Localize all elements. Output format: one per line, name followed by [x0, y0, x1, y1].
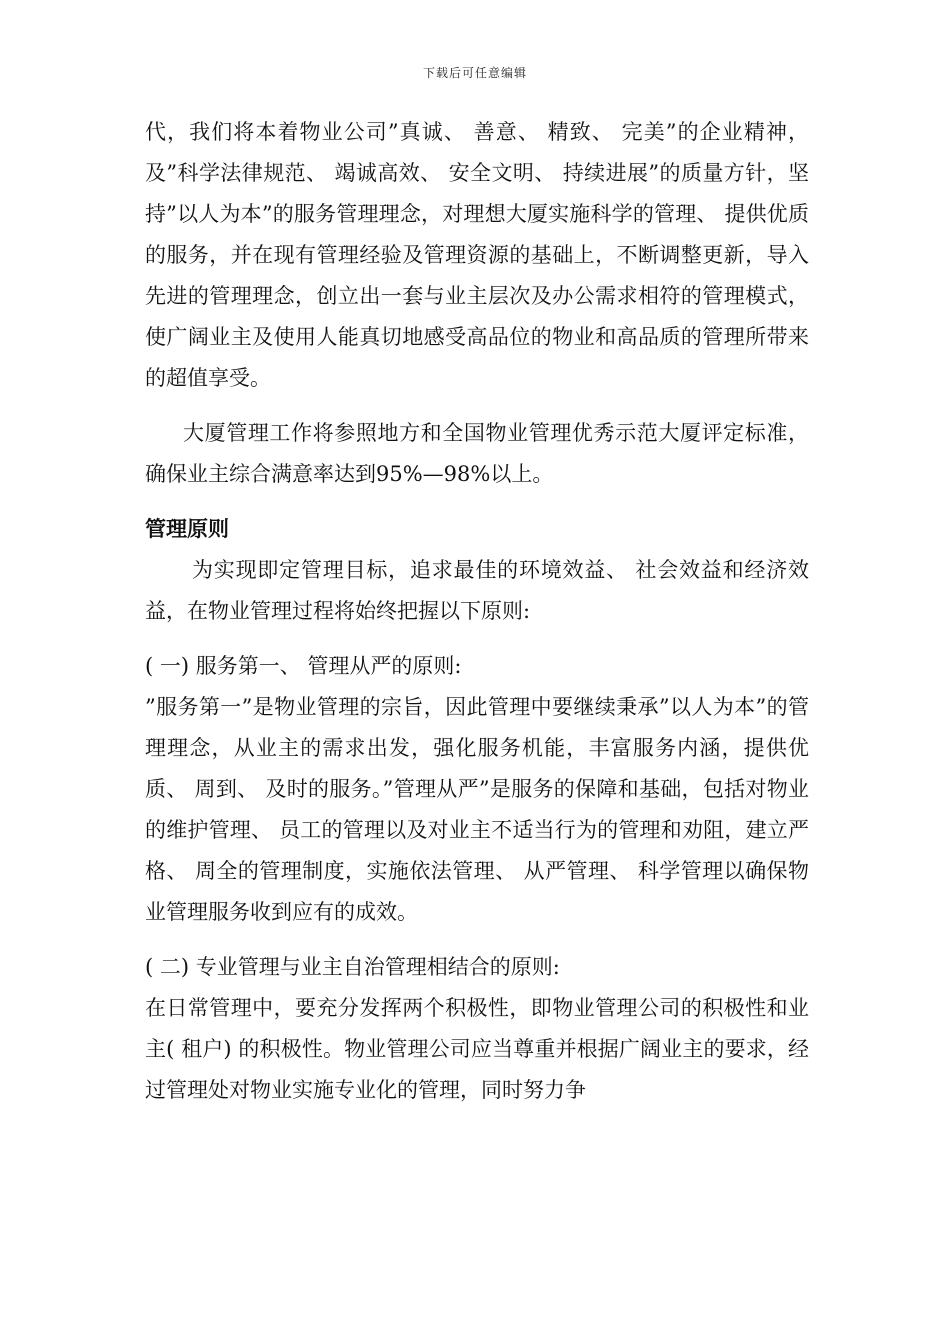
- principle-1-title: ( 一) 服务第一、 管理从严的原则:: [145, 654, 462, 678]
- paragraph-principles-intro: 为实现即定管理目标，追求最佳的环境效益、 社会效益和经济效益，在物业管理过程将始终把握以下原则:: [145, 558, 809, 623]
- principle-2-title: ( 二) 专业管理与业主自治管理相结合的原则:: [145, 955, 560, 979]
- page-header-note: 下载后可任意编辑: [422, 66, 527, 80]
- paragraph-management-philosophy: 代，我们将本着物业公司”真诚、 善意、 精致、 完美”的企业精神，及”科学法律规范、 竭诚高效、 安全文明、 持续进展”的质量方针，坚持”以人为本”的服务管理理念，对理想大厦实施科学的管理、 提供优质的服务，并在现有管理经验及管理资源的基础上，不断调整更新，导入先进的管理理念，创立出一套与业主层次及办公需求相符的管理模式，使广阔业主及使用人能真切地感受高品位的物业和高品质的管理所带来的超值享受。: [145, 120, 809, 390]
- document-body: [145, 112, 809, 1111]
- principle-1-body: ”服务第一”是物业管理的宗旨，因此管理中要继续秉承”以人为本”的管理理念，从业主的需求出发，强化服务机能，丰富服务内涵，提供优质、 周到、 及时的服务。”管理从严”是服务的保障和基础，包括对物业的维护管理、 员工的管理以及对业主不适当行为的管理和劝阻，建立严格、 周全的管理制度，实施依法管理、 从严管理、 科学管理以确保物业管理服务收到应有的成效。: [145, 695, 809, 924]
- paragraph-management-standard: 大厦管理工作将参照地方和全国物业管理优秀示范大厦评定标准，确保业主综合满意率达到95%—98%以上。: [145, 421, 809, 486]
- principle-2-body: 在日常管理中，要充分发挥两个积极性，即物业管理公司的积极性和业主( 租户) 的积极性。物业管理公司应当尊重并根据广阔业主的要求，经过管理处对物业实施专业化的管理，同时努力争: [145, 996, 809, 1102]
- section-heading-principles: 管理原则: [145, 517, 229, 541]
